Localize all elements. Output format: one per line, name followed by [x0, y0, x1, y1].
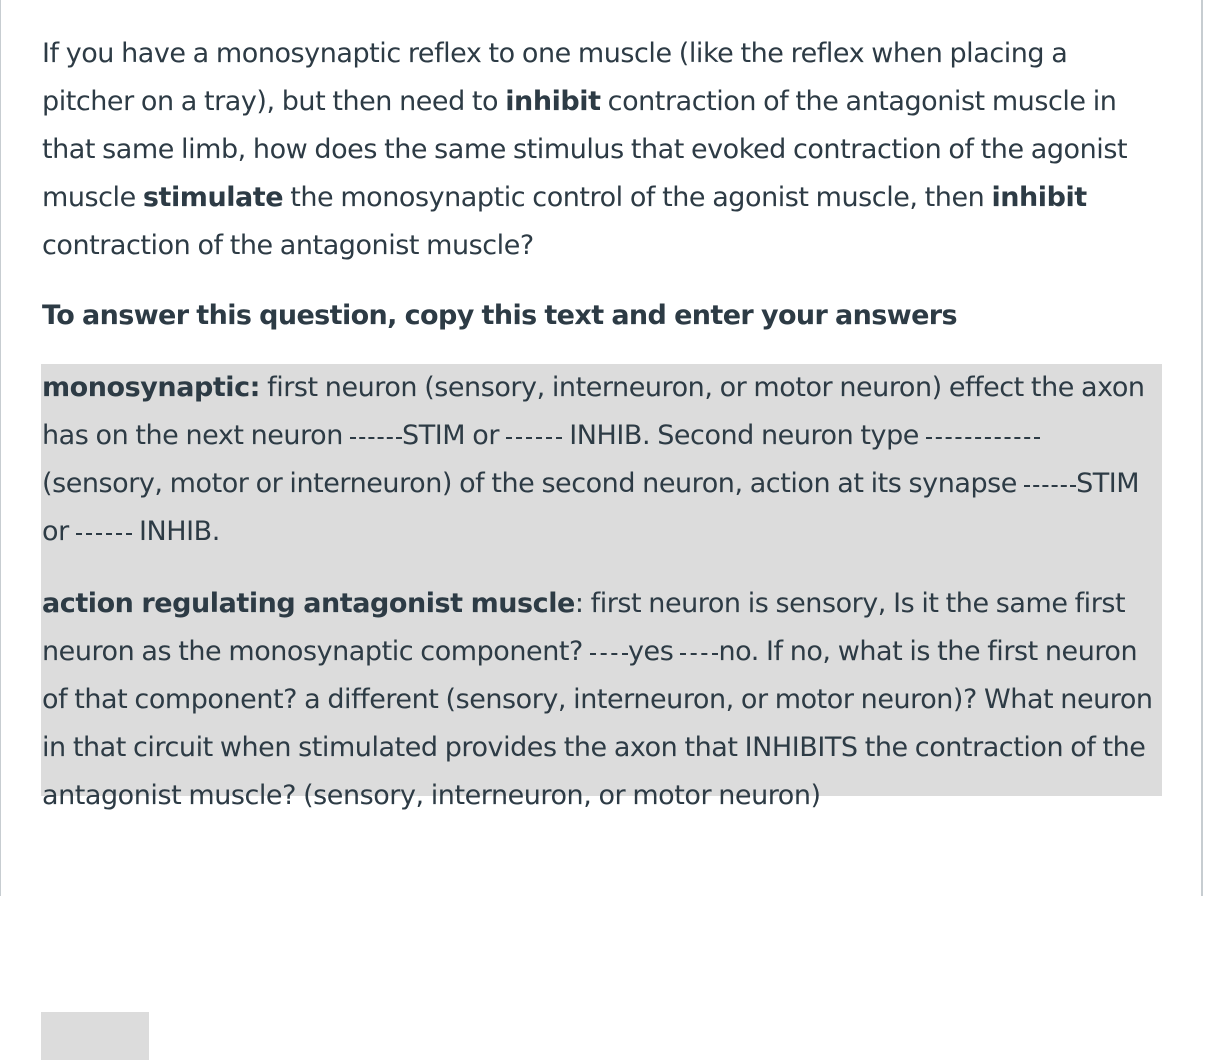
question-bold-stimulate: stimulate: [142, 182, 284, 213]
antagonist-highlight-last-line: [41, 1012, 149, 1060]
monosynaptic-text-4: (sensory, motor or interneuron) of the second neuron, action at its synapse: [42, 468, 1025, 499]
antagonist-label: action regulating antagonist muscle: [42, 588, 575, 619]
question-content: [42, 30, 1162, 820]
instruction-text: To answer this question, copy this text and enter your answers: [42, 300, 957, 331]
antagonist-text-3: no. If no, what is the first neuron of that component? a different (sensory, interneuron, or motor neuron)? What neuron in that circuit when stimulated provides the axon that INHIBITS the contraction of the antagonist muscle? (sensory, interneuron, or motor neuron): [42, 636, 1153, 811]
highlight-gap: [41, 556, 1162, 580]
yes-blank[interactable]: [590, 653, 628, 655]
monosynaptic-text-2: STIM or: [402, 420, 507, 451]
monosynaptic-paragraph: [42, 364, 1162, 556]
inhib-blank-1[interactable]: [506, 437, 562, 439]
neuron-type-blank[interactable]: [926, 437, 1040, 439]
question-part-4: contraction of the antagonist muscle?: [42, 230, 534, 261]
question-part-3: the monosynaptic control of the agonist muscle, then: [283, 182, 992, 213]
antagonist-block: [42, 580, 1162, 820]
question-bold-inhibit-1: inhibit: [505, 86, 601, 117]
antagonist-text-2: yes: [628, 636, 681, 667]
no-blank[interactable]: [680, 653, 718, 655]
monosynaptic-text-1: first neuron (sensory, interneuron, or motor neuron) effect the axon has on the next neuron: [42, 372, 1145, 451]
monosynaptic-block: [42, 364, 1162, 556]
stim-blank-1[interactable]: [350, 437, 402, 439]
inhib-blank-2[interactable]: [76, 533, 132, 535]
question-part-1: If you have a monosynaptic reflex to one muscle (like the reflex when placing a pitcher on a tray), but then need to: [42, 38, 1068, 117]
monosynaptic-text-3: INHIB. Second neuron type: [562, 420, 927, 451]
monosynaptic-label: monosynaptic:: [42, 372, 261, 403]
question-part-2: contraction of the antagonist muscle in that same limb, how does the same stimulus that evoked contraction of the agonist muscle: [42, 86, 1128, 213]
monosynaptic-text-5: STIM or: [42, 468, 1140, 547]
question-bold-inhibit-2: inhibit: [991, 182, 1087, 213]
antagonist-text-1: : first neuron is sensory, Is it the same first neuron as the monosynaptic component?: [42, 588, 1126, 667]
antagonist-paragraph: [42, 580, 1162, 820]
question-text: [42, 30, 1162, 270]
stim-blank-2[interactable]: [1024, 485, 1076, 487]
monosynaptic-text-6: INHIB.: [131, 516, 220, 547]
